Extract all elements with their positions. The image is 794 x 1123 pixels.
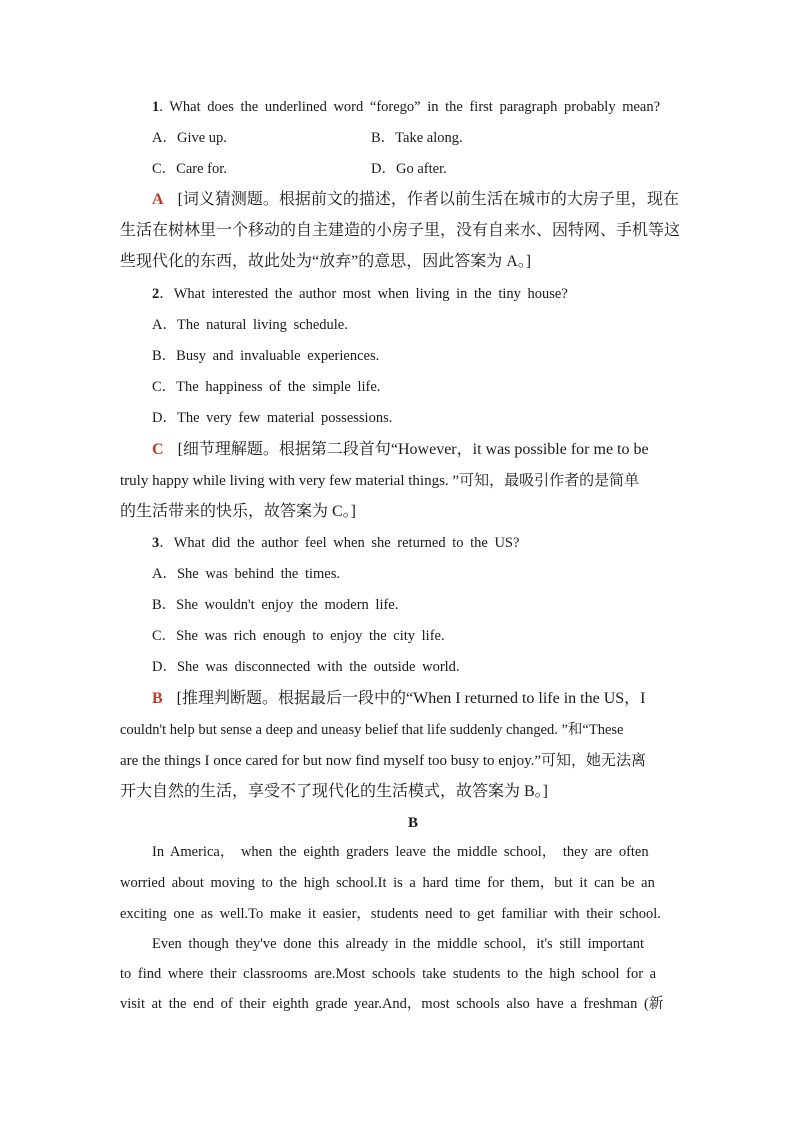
- section-b-para-line-5: to find where their classrooms are.Most schools take students to the high school for a: [120, 966, 657, 982]
- question-1-explanation-line-3: 些现代化的东西，故此处为“放弃”的意思，因此答案为 A。]: [120, 253, 532, 270]
- question-1-answer: A: [152, 191, 164, 208]
- question-2-explanation-line-2: truly happy while living with very few material things. ”可知，最吸引作者的是简单: [120, 473, 640, 489]
- question-1-explanation-line-1: [152, 190, 679, 210]
- section-b-para-line-1: In America， when the eighth graders leave the middle school， they are often: [152, 844, 649, 860]
- question-1-stem: [152, 97, 660, 117]
- explanation-text: [推理判断题。根据最后一段中的“When I returned to life in the US，I: [176, 690, 646, 707]
- question-2-option-b: [152, 346, 379, 366]
- question-3-option-a: [152, 564, 340, 584]
- question-3-explanation-line-4: 开大自然的生活，享受不了现代化的生活模式，故答案为 B。]: [120, 783, 549, 800]
- option-label: A．: [152, 317, 177, 333]
- option-text: The very few material possessions.: [176, 410, 393, 426]
- question-1-stem-post: word “forego” in the first paragraph probably mean?: [326, 99, 661, 115]
- question-3-option-d: [152, 657, 460, 677]
- question-1-option-b: [371, 128, 463, 148]
- question-1-number: 1: [152, 99, 160, 115]
- explanation-text: [词义猜测题。根据前文的描述，作者以前生活在城市的大房子里，现在: [177, 191, 679, 208]
- question-3-option-b: [152, 595, 398, 615]
- question-3-number: 3: [152, 535, 160, 551]
- question-1-option-c: [152, 159, 227, 179]
- question-3-explanation-line-3: are the things I once cared for but now find myself too busy to enjoy.”可知，她无法离: [120, 753, 646, 769]
- question-1-stem-underlined: underlined: [264, 99, 327, 115]
- option-text: The natural living schedule.: [176, 317, 348, 333]
- option-text: Care for.: [176, 161, 227, 177]
- section-b-para-line-3: exciting one as well.To make it easier，students need to get familiar with their school.: [120, 906, 661, 922]
- option-label: C．: [152, 161, 177, 177]
- question-1-explanation-line-2: 生活在树林里一个移动的自主建造的小房子里，没有自来水、因特网、手机等这: [120, 222, 681, 239]
- option-text: Give up.: [176, 130, 227, 146]
- option-text: She was rich enough to enjoy the city life.: [176, 628, 445, 644]
- question-2-explanation-line-3: 的生活带来的快乐，故答案为 C。]: [120, 503, 357, 520]
- question-2-answer: C: [152, 441, 164, 458]
- question-3-option-c: [152, 626, 445, 646]
- option-label: D．: [152, 410, 177, 426]
- question-2-explanation-line-1: [152, 440, 649, 460]
- option-text: She was behind the times.: [176, 566, 341, 582]
- question-1-option-a: [152, 128, 227, 148]
- question-3-explanation-line-2: couldn't help but sense a deep and uneasy belief that life suddenly changed. ”和“These: [120, 722, 624, 738]
- question-2-option-c: [152, 377, 380, 397]
- question-3-stem-text: ．What did the author feel when she returned to the US?: [159, 535, 520, 551]
- option-label: B．: [152, 348, 177, 364]
- question-1-stem-pre: . What does the: [159, 99, 265, 115]
- section-b-para-line-6: visit at the end of their eighth grade year.And，most schools also have a freshman (新: [120, 996, 664, 1012]
- option-text: She wouldn't enjoy the modern life.: [176, 597, 399, 613]
- option-text: Take along.: [395, 130, 463, 146]
- option-label: C．: [152, 628, 177, 644]
- option-text: Go after.: [395, 161, 447, 177]
- section-b-para-line-4: Even though they've done this already in the middle school，it's still important: [152, 936, 645, 952]
- question-3-explanation-line-1: [152, 689, 645, 709]
- question-3-answer: B: [152, 690, 163, 707]
- option-label: A．: [152, 566, 177, 582]
- question-2-option-d: [152, 408, 392, 428]
- option-label: A．: [152, 130, 177, 146]
- question-3-stem: [152, 533, 519, 553]
- explanation-text: [细节理解题。根据第二段首句“However，it was possible for me to be: [177, 441, 649, 458]
- question-2-stem-text: ．What interested the author most when living in the tiny house?: [159, 286, 568, 302]
- section-b-para-line-2: worried about moving to the high school.It is a hard time for them，but it can be an: [120, 875, 655, 891]
- option-text: The happiness of the simple life.: [176, 379, 381, 395]
- question-2-option-a: [152, 315, 348, 335]
- question-1-option-d: [371, 159, 447, 179]
- option-label: B．: [371, 130, 396, 146]
- option-label: D．: [152, 659, 177, 675]
- option-text: Busy and invaluable experiences.: [176, 348, 380, 364]
- option-label: D．: [371, 161, 396, 177]
- question-2-number: 2: [152, 286, 160, 302]
- option-text: She was disconnected with the outside world.: [176, 659, 460, 675]
- option-label: C．: [152, 379, 177, 395]
- question-2-stem: [152, 284, 568, 304]
- section-b-title: B: [408, 815, 419, 831]
- option-label: B．: [152, 597, 177, 613]
